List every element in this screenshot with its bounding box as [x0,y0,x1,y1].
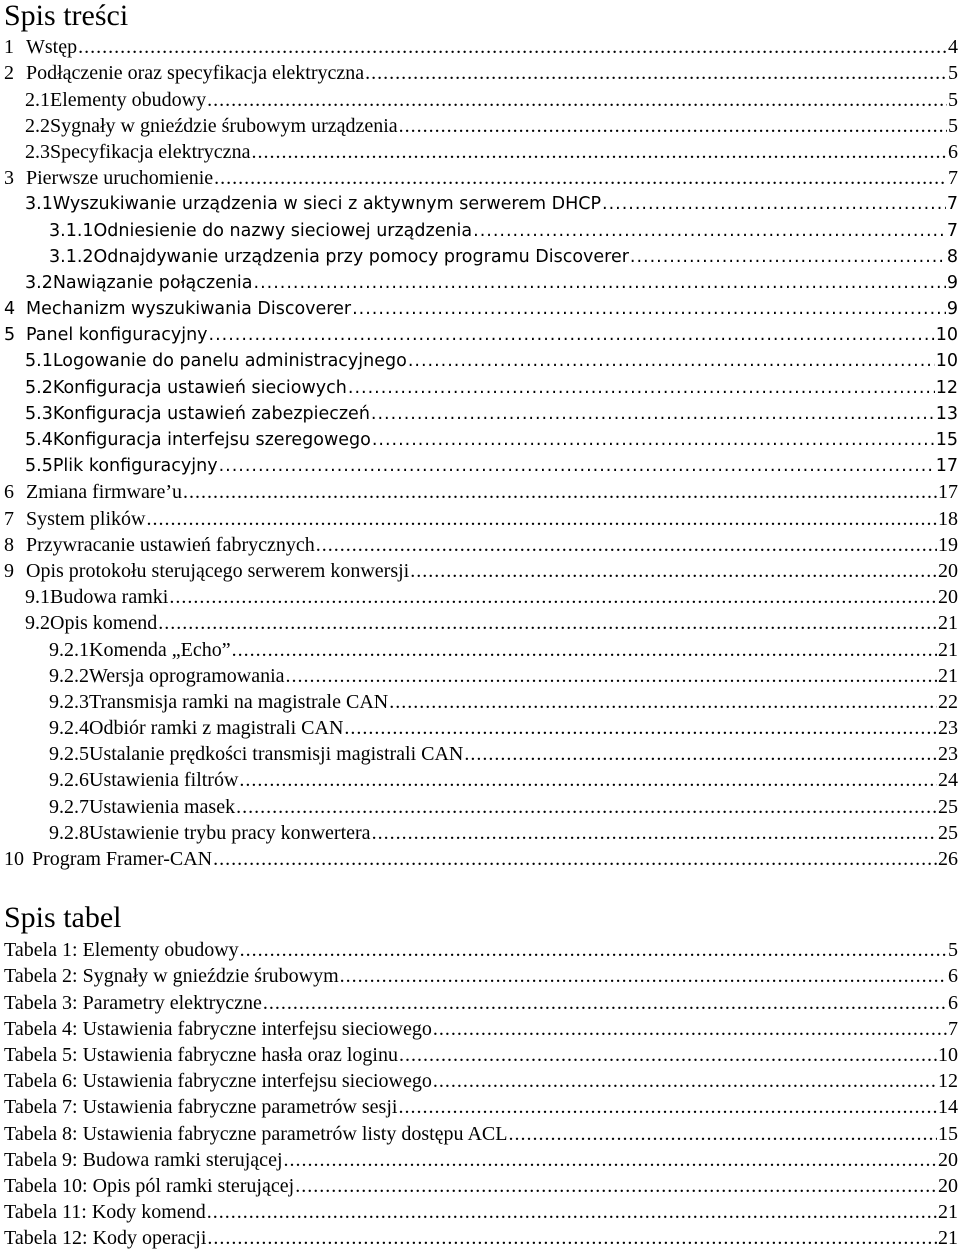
table-entry[interactable] [0,935,960,961]
toc-entry-title: Konfiguracja interfejsu szeregowego [52,430,371,450]
toc-entry-text [4,508,145,530]
toc-entry-text [25,377,347,399]
toc-entry-title: Wersja oprogramowania [89,664,285,687]
toc-entry[interactable] [0,84,960,110]
toc-entry-page: 8 [946,246,958,267]
dot-leader [464,743,937,765]
dot-leader [295,1175,937,1197]
toc-entry-text [4,848,212,870]
dot-leader [340,965,947,987]
toc-list [0,32,960,870]
dot-leader [207,89,947,111]
toc-entry-title: Opis protokołu sterującego serwerem konwersji [26,559,410,582]
toc-entry-number: 9.2.2 [49,664,89,687]
table-entry[interactable] [0,1118,960,1144]
toc-entry[interactable] [0,268,960,294]
toc-entry[interactable] [0,608,960,634]
dot-leader [348,377,935,399]
toc-entry-title: Panel konfiguracyjny [26,325,208,346]
toc-entry-text [4,167,213,189]
toc-entry-title: Wstęp [26,36,78,59]
toc-entry-title: Specyfikacja elektryczna [50,140,251,163]
toc-entry-number: 6 [4,481,14,504]
dot-leader [240,939,947,961]
dot-leader [473,220,946,242]
toc-entry-page: 23 [938,743,958,766]
toc-entry-number: 2 [4,62,14,85]
toc-entry-page: 25 [938,795,958,818]
toc-entry-number: 9.2.3 [49,690,89,713]
table-entry-label: Tabela 6: Ustawienia fabryczne interfejsu sieciowego [4,1070,432,1093]
toc-entry-number: 7 [4,507,14,530]
toc-entry-number: 9.2.5 [49,743,89,766]
table-entry-label: Tabela 7: Ustawienia fabryczne parametrów sesji [4,1096,398,1119]
table-entry-label: Tabela 10: Opis pól ramki sterującej [4,1174,295,1197]
table-entry-label: Tabela 11: Kody komend [4,1201,206,1224]
toc-entry-page: 5 [948,62,958,85]
toc-entry-title: Komenda „Echo” [89,638,231,661]
toc-entry-page: 7 [946,194,958,215]
table-entry[interactable] [0,1066,960,1092]
dot-leader [207,1201,937,1223]
toc-entry-number: 5.3 [25,403,53,424]
toc-entry-page: 7 [948,167,958,190]
toc-entry[interactable] [0,791,960,817]
toc-entry-text [25,272,253,294]
dot-leader [408,350,935,372]
dot-leader [209,324,935,346]
dot-leader [219,455,935,477]
dot-leader [284,1149,938,1171]
toc-entry-text [4,62,364,84]
toc-entry-title: Ustalanie prędkości transmisji magistrali CAN [89,743,464,766]
toc-entry-number: 5 [4,325,16,346]
toc-entry-number: 5.1 [25,351,53,372]
toc-entry-page: 22 [938,690,958,713]
table-entry-page: 6 [948,965,958,988]
toc-entry-text [25,612,157,634]
toc-entry-number: 9.2.1 [49,638,89,661]
toc-entry[interactable] [0,215,960,241]
dot-leader [239,769,937,791]
toc-entry-title: Ustawienia masek [89,795,236,818]
toc-entry-title: Pierwsze uruchomienie [26,167,214,190]
table-entry-page: 15 [938,1122,958,1145]
toc-entry-text [49,717,343,739]
toc-entry-page: 21 [938,664,958,687]
toc-entry-number: 3 [4,167,14,190]
dot-leader [371,403,935,425]
table-entry-label: Tabela 8: Ustawienia fabryczne parametrów listy dostępu ACL [4,1122,508,1145]
toc-entry[interactable] [0,503,960,529]
toc-entry-text [4,481,182,503]
toc-entry[interactable] [0,137,960,163]
toc-entry[interactable] [0,163,960,189]
toc-entry-number: 9.2.7 [49,795,89,818]
toc-entry-number: 8 [4,533,14,556]
dot-leader [410,560,937,582]
toc-entry[interactable] [0,58,960,84]
toc-entry[interactable] [0,818,960,844]
tables-heading: Spis tabel [4,901,122,934]
table-entry-label: Tabela 9: Budowa ramki sterującej [4,1148,283,1171]
dot-leader [169,586,937,608]
table-entry[interactable] [0,1014,960,1040]
dot-leader [389,691,937,713]
toc-entry[interactable] [0,582,960,608]
toc-entry-page: 13 [935,403,958,424]
toc-entry-number: 9.1 [25,586,50,609]
toc-entry-title: Sygnały w gnieździe śrubowym urządzenia [50,114,398,137]
toc-entry-text [4,36,77,58]
toc-entry-title: Odnajdywanie urządzenia przy pomocy programu Discoverer [93,246,629,267]
table-entry-page: 5 [948,939,958,962]
toc-entry[interactable] [0,242,960,268]
toc-entry[interactable] [0,111,960,137]
toc-entry-number: 2.3 [25,140,50,163]
toc-entry-text [25,89,206,111]
toc-entry-text [49,691,388,713]
toc-entry-title: Odniesienie do nazwy sieciowej urządzenia [93,220,473,241]
toc-entry-number: 9.2 [25,612,50,635]
toc-entry-page: 21 [938,612,958,635]
toc-entry-page: 9 [946,299,958,320]
dot-leader [207,1227,937,1249]
toc-entry-title: Program Framer-CAN [32,848,213,870]
dot-leader [183,481,937,503]
toc-entry-title: Odbiór ramki z magistrali CAN [89,717,344,740]
toc-entry-text [25,455,218,477]
toc-entry-number: 9.2.4 [49,717,89,740]
table-entry-page: 12 [938,1070,958,1093]
toc-entry-number: 3.2 [25,272,53,293]
dot-leader [352,298,946,320]
toc-entry-page: 15 [935,430,958,450]
table-entry[interactable] [0,987,960,1013]
table-entry-page: 21 [938,1201,958,1224]
table-entry-page: 21 [938,1227,958,1250]
toc-entry-number: 9 [4,559,14,582]
toc-entry-title: Ustawienia filtrów [89,769,239,792]
toc-entry-page: 20 [938,559,958,582]
toc-entry-text [49,822,371,844]
toc-entry-text [25,350,407,372]
toc-entry-text [49,743,463,765]
toc-entry-text [4,324,208,346]
toc-entry-number: 10 [4,848,24,870]
toc-entry[interactable] [0,32,960,58]
toc-entry-title: Przywracanie ustawień fabrycznych [26,533,315,556]
toc-entry-page: 20 [938,586,958,609]
toc-entry-page: 9 [946,272,958,293]
toc-entry-text [25,193,601,215]
table-entry-label: Tabela 4: Ustawienia fabryczne interfejsu sieciowego [4,1017,432,1040]
toc-entry[interactable] [0,477,960,503]
dot-leader [433,1018,947,1040]
toc-entry-text [49,639,231,661]
table-entry[interactable] [0,1197,960,1223]
dot-leader [263,992,947,1014]
toc-entry-page: 21 [938,638,958,661]
tables-list [0,935,960,1249]
toc-entry-page: 26 [938,848,958,870]
toc-entry[interactable] [0,739,960,765]
table-entry-label: Tabela 12: Kody operacji [4,1227,207,1250]
toc-entry[interactable] [0,320,960,346]
dot-leader [602,193,946,215]
toc-entry-page: 7 [946,220,958,241]
toc-entry-number: 4 [4,299,16,320]
dot-leader [254,272,946,294]
toc-entry-title: Ustawienie trybu pracy konwertera [89,821,371,844]
toc-entry-title: Mechanizm wyszukiwania Discoverer [26,299,352,320]
toc-entry-text [49,220,472,242]
dot-leader [372,822,937,844]
toc-entry[interactable] [0,765,960,791]
toc-entry-page: 6 [948,140,958,163]
toc-entry[interactable] [0,844,960,870]
toc-entry-text [49,769,238,791]
toc-entry[interactable] [0,556,960,582]
toc-entry[interactable] [0,687,960,713]
toc-entry-page: 25 [938,821,958,844]
toc-entry-title: Opis komend [50,612,158,635]
dot-leader [365,62,947,84]
toc-entry-text [4,560,409,582]
toc-entry-text [25,115,398,137]
table-entry-page: 14 [938,1096,958,1119]
toc-entry-page: 17 [938,481,958,504]
table-entry[interactable] [0,1092,960,1118]
toc-entry-text [25,429,371,451]
toc-entry[interactable] [0,530,960,556]
toc-entry-text [49,665,285,687]
toc-entry-number: 3.1.2 [49,246,94,267]
table-entry[interactable] [0,1040,960,1066]
dot-leader [398,1096,937,1118]
dot-leader [232,639,937,661]
toc-entry-number: 9.2.8 [49,821,89,844]
toc-entry-page: 17 [935,456,958,477]
dot-leader [236,796,937,818]
toc-entry-title: Zmiana firmware’u [26,481,183,504]
toc-entry[interactable] [0,661,960,687]
toc-entry-number: 3.1.1 [49,220,94,241]
table-entry-page: 10 [938,1043,958,1066]
toc-entry-number: 3.1 [25,194,53,215]
toc-entry-number: 5.4 [25,430,53,450]
dot-leader [344,717,937,739]
toc-entry-number: 5.2 [25,377,53,398]
table-entry[interactable] [0,961,960,987]
toc-entry-page: 23 [938,717,958,740]
dot-leader [433,1070,937,1092]
table-entry-label: Tabela 3: Parametry elektryczne [4,991,262,1014]
toc-entry-title: Logowanie do panelu administracyjnego [52,351,407,372]
dot-leader [158,612,937,634]
table-entry[interactable] [0,1171,960,1197]
toc-entry-text [4,534,315,556]
toc-entry[interactable] [0,372,960,398]
dot-leader [213,848,937,870]
dot-leader [214,167,947,189]
toc-entry-title: Elementy obudowy [50,88,207,111]
toc-entry-number: 2.2 [25,114,50,137]
toc-entry-page: 5 [948,88,958,111]
toc-entry-page: 10 [935,325,958,346]
toc-entry-text [4,298,351,320]
table-entry-label: Tabela 5: Ustawienia fabryczne hasła oraz loginu [4,1043,398,1066]
toc-entry-number: 1 [4,36,14,59]
toc-entry-page: 5 [948,114,958,137]
toc-entry-number: 5.5 [25,456,53,477]
toc-heading: Spis treści [4,0,129,32]
toc-entry-page: 19 [938,533,958,556]
table-entry-page: 20 [938,1174,958,1197]
toc-entry[interactable] [0,451,960,477]
toc-entry-text [49,246,629,268]
table-entry-page: 6 [948,991,958,1014]
toc-entry-title: Wyszukiwanie urządzenia w sieci z aktywnym serwerem DHCP [52,194,602,215]
dot-leader [146,508,937,530]
toc-entry[interactable] [0,399,960,425]
toc-entry-page: 10 [935,351,958,372]
toc-entry-text [25,586,168,608]
toc-entry[interactable] [0,346,960,372]
toc-entry-title: Konfiguracja ustawień sieciowych [52,377,347,398]
dot-leader [372,429,935,451]
toc-entry-title: Transmisja ramki na magistrale CAN [89,690,389,713]
table-entry-label: Tabela 2: Sygnały w gnieździe śrubowym [4,965,339,988]
toc-entry-number: 9.2.6 [49,769,89,792]
toc-entry[interactable] [0,294,960,320]
toc-entry-title: Podłączenie oraz specyfikacja elektryczna [26,62,365,85]
table-entry-page: 7 [948,1017,958,1040]
table-entry-label: Tabela 1: Elementy obudowy [4,939,239,962]
toc-entry-text [25,403,370,425]
toc-entry-page: 12 [935,377,958,398]
toc-entry-page: 18 [938,507,958,530]
dot-leader [78,36,947,58]
toc-entry-text [25,141,250,163]
toc-entry-page: 24 [938,769,958,792]
table-entry-page: 20 [938,1148,958,1171]
dot-leader [508,1123,937,1145]
toc-entry-number: 2.1 [25,88,50,111]
toc-entry[interactable] [0,425,960,451]
dot-leader [251,141,947,163]
dot-leader [399,115,947,137]
table-entry[interactable] [0,1145,960,1171]
toc-entry-title: Konfiguracja ustawień zabezpieczeń [52,403,370,424]
toc-entry-page: 4 [948,36,958,59]
toc-entry-text [49,796,235,818]
toc-entry-title: System plików [26,507,146,530]
toc-entry-title: Plik konfiguracyjny [52,456,218,477]
dot-leader [286,665,937,687]
toc-entry[interactable] [0,713,960,739]
table-entry[interactable] [0,1223,960,1249]
toc-entry[interactable] [0,634,960,660]
dot-leader [316,534,937,556]
toc-entry-title: Budowa ramki [50,586,169,609]
dot-leader [399,1044,937,1066]
toc-entry-title: Nawiązanie połączenia [52,272,253,293]
toc-entry[interactable] [0,189,960,215]
dot-leader [630,246,946,268]
